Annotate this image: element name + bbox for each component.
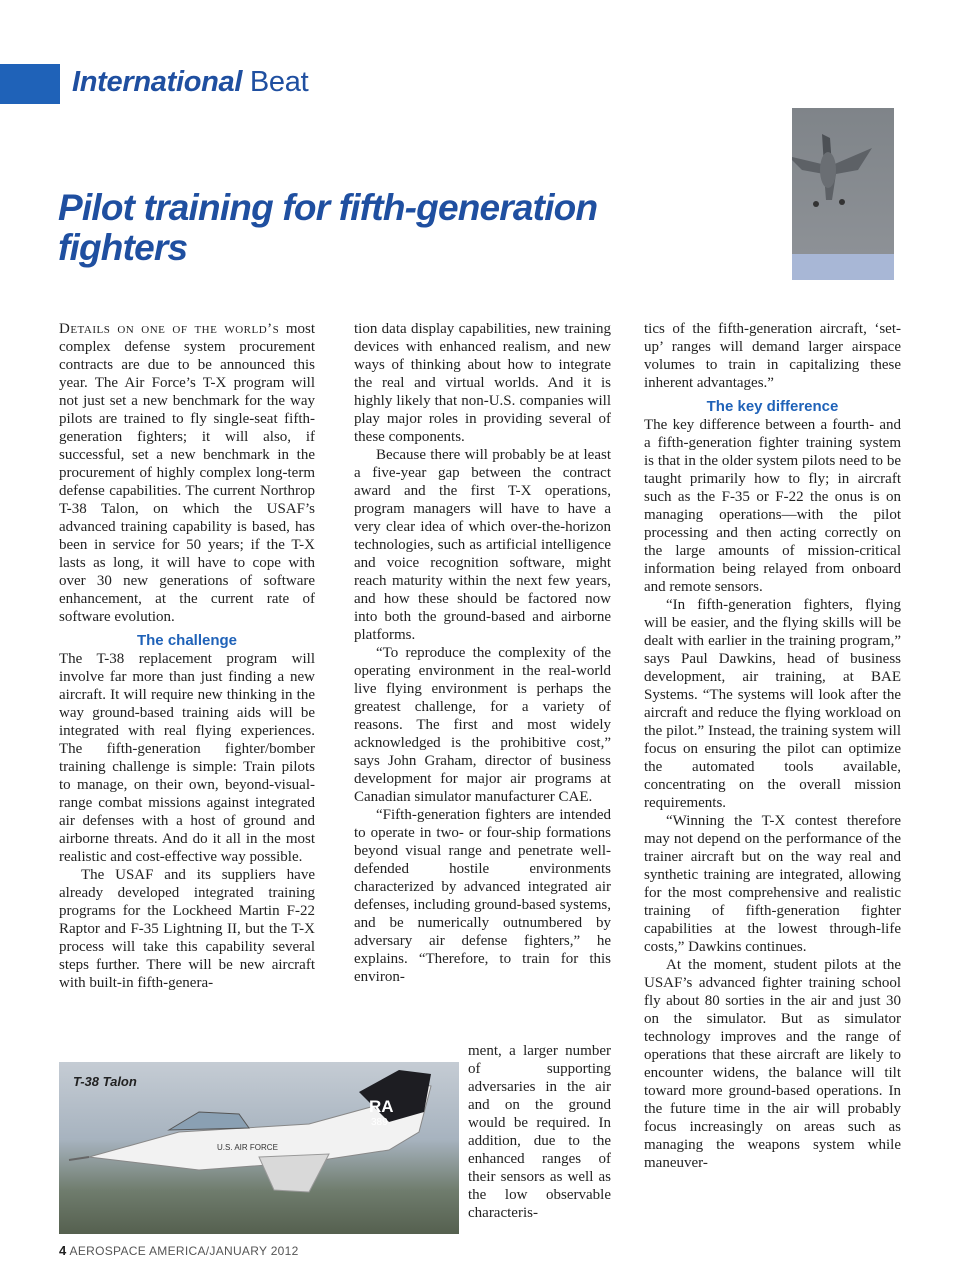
marking-number: 389 xyxy=(371,1117,388,1128)
subheading-challenge: The challenge xyxy=(136,632,238,649)
photo-white-strip xyxy=(766,108,792,280)
paragraph: The USAF and its suppliers have already developed integrated training programs for the Lockheed Martin F-22 Raptor and F-35 Lightning II, but the T-X process will take this capability several steps further. There will be new aircraft with built-in fifth-genera- xyxy=(59,867,315,991)
marking-usaf: U.S. AIR FORCE xyxy=(217,1143,278,1152)
paragraph: tion data display capabilities, new training devices with enhanced realism, and new ways of thinking about how to integrate the real and virtual worlds. And it is highly likely that non-U.S. companies will play major roles in providing several of these components. xyxy=(354,321,611,445)
article-title: Pilot training for fifth-generation fighters xyxy=(58,187,598,268)
page-number: 4 xyxy=(59,1243,67,1258)
section-header-light: Beat xyxy=(249,66,309,98)
column-2-continued xyxy=(468,1042,611,1222)
column-2 xyxy=(354,320,611,986)
paragraph: “Winning the T-X contest therefore may not depend on the performance of the trainer aircraft but on the way real and synthetic training are integrated, allowing for the most comprehensive and realistic training of fifth-generation fighter capabilities at the lowest through-life costs,” Dawkins continues. xyxy=(644,813,901,955)
lead-paragraph xyxy=(59,320,315,626)
marking-ra: RA xyxy=(369,1097,394,1116)
paragraph: Because there will probably be at least a five-year gap between the contract award and the first T-X operations, program managers will have to have a very clear idea of which over-the-horizon technologies, such as artificial intelligence and voice recognition software, might reach maturity within the next few years, and how these should be factored now into both the ground-based and airborne platforms. xyxy=(354,447,611,643)
paragraph: tics of the fifth-generation aircraft, ‘set-up’ ranges will demand larger airspace volumes to train in capitalizing these inherent advantages.” xyxy=(644,321,901,391)
column-1 xyxy=(59,320,315,992)
jet-trainer-photo xyxy=(766,108,894,280)
subheading-key-difference: The key difference xyxy=(706,398,839,415)
page-footer xyxy=(59,1243,299,1258)
paragraph: At the moment, student pilots at the USAF’s advanced fighter training school fly about 80 sorties in the air and just 30 on the simulator. But as simulator technology improves and the range of operations that these aircraft are likely to encounter widens, the balance will tilt toward more ground-based operations. In the future time in the air will probably focus increasingly on areas such as managing the weapons system while maneuver- xyxy=(644,957,901,1171)
paragraph: ment, a larger number of supporting adversaries in the air and on the ground would be required. In addition, due to the enhanced ranges of their sensors as well as the low observable characteris- xyxy=(468,1043,611,1221)
section-header-bold: International xyxy=(72,66,243,98)
paragraph: The T-38 replacement program will involve far more than just finding a new aircraft. It will require new thinking in the way ground-based training aids will be integrated with real flying experiences. The fifth-generation fighter/bomber training challenge is simple: Train pilots to manage, on their own, beyond-visual-range combat missions against integrated air defenses with a host of ground and airborne threats. And do it all in the most realistic and cost-effective way possible. xyxy=(59,651,315,865)
section-header xyxy=(72,66,308,99)
photo-caption: T-38 Talon xyxy=(73,1074,137,1089)
paragraph: The key difference between a fourth- and a fifth-generation fighter training system is that in the older system pilots need to be taught primarily how to fly; in aircraft such as the F-35 or F-22 the onus is on managing operations—with the pilot processing and then acting correctly on the large amounts of mission-critical information being relayed from onboard and remote sensors. xyxy=(644,417,901,595)
publication-info: AEROSPACE AMERICA/JANUARY 2012 xyxy=(69,1244,299,1258)
paragraph: “Fifth-generation fighters are intended to operate in two- or four-ship formations beyond visual range and penetrate well-defended hostile environments characterized by advanced integrated air defenses, including ground-based systems, and be numerically outnumbered by adversary air defense fighters,” he explains. “Therefore, to train for this environ- xyxy=(354,807,611,985)
section-color-block xyxy=(0,64,60,104)
lead-caps: Details on one of the world’s xyxy=(59,321,280,337)
paragraph: “To reproduce the complexity of the operating environment in the real-world live flying environment is perhaps the greatest challenge, for a variety of reasons. The first and most widely acknowledged is the prohibitive cost,” says John Graham, director of business development for major air programs at Canadian simulator manufacturer CAE. xyxy=(354,645,611,805)
paragraph: “In fifth-generation fighters, flying will be easier, and the flying skills will be dealt with earlier in the training program,” says Paul Dawkins, head of business development, air training, at BAE Systems. “The systems will look after the aircraft and reduce the flying workload on the pilot.” Instead, the training system will focus on ensuring the pilot can optimize the automated tools available, concentrating on the overall mission requirements. xyxy=(644,597,901,811)
t38-talon-photo xyxy=(59,1062,459,1234)
column-3 xyxy=(644,320,901,1172)
lead-text: most complex defense system procurement contracts are due to be announced this year. The Air Force’s T-X program will not just set a new benchmark for the way pilots are trained to fly single-seat fifth-generation fighters; it will also, if successful, set a new benchmark in the procurement of highly complex long-term defense capabilities. The current Northrop T-38 Talon, on which the USAF’s advanced training capability is based, has been in service for 50 years; if the T-X lasts as long, it will have to cope with over 30 new generations of software enhancement, at the current rate of software evolution. xyxy=(59,321,315,625)
